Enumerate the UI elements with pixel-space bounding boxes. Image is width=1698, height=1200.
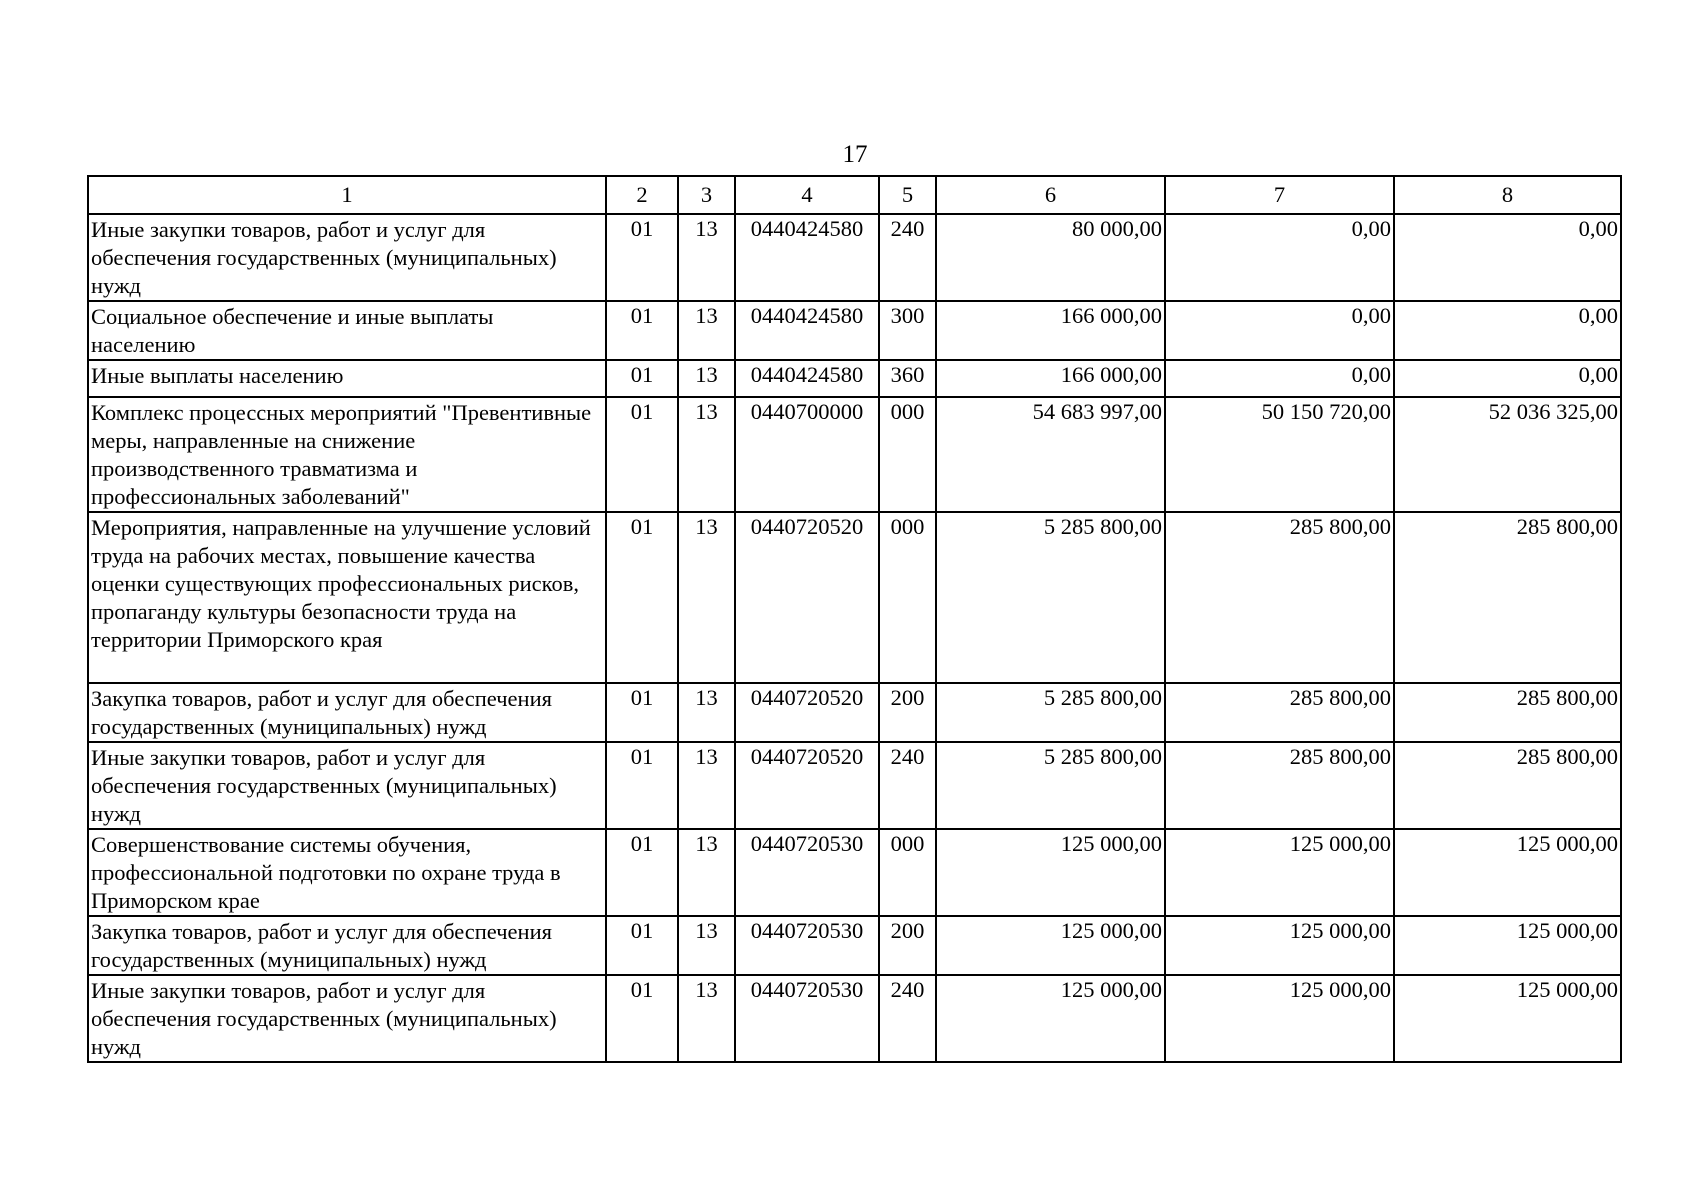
row-expense-type: 360: [879, 360, 936, 397]
table-row: [88, 742, 1621, 829]
row-target-article: 0440700000: [735, 397, 879, 512]
row-section-code: 01: [606, 916, 678, 975]
row-amount-col-8: 285 800,00: [1394, 683, 1621, 742]
row-amount-col-7: 285 800,00: [1165, 512, 1394, 683]
table-row: [88, 301, 1621, 360]
table-row: [88, 512, 1621, 683]
row-name: Иные закупки товаров, работ и услуг для обеспечения государственных (муниципальных) нужд: [88, 214, 606, 301]
row-name: Закупка товаров, работ и услуг для обеспечения государственных (муниципальных) нужд: [88, 683, 606, 742]
header-col-2: 2: [606, 176, 678, 214]
header-col-3: 3: [678, 176, 735, 214]
row-section-code: 01: [606, 829, 678, 916]
table-row: [88, 975, 1621, 1062]
row-amount-col-6: 5 285 800,00: [936, 512, 1165, 683]
row-target-article: 0440720520: [735, 742, 879, 829]
header-col-6: 6: [936, 176, 1165, 214]
row-subsection-code: 13: [678, 742, 735, 829]
row-section-code: 01: [606, 397, 678, 512]
table-row: [88, 829, 1621, 916]
row-amount-col-6: 5 285 800,00: [936, 742, 1165, 829]
row-section-code: 01: [606, 512, 678, 683]
row-name: Мероприятия, направленные на улучшение условий труда на рабочих местах, повышение качества оценки существующих профессиональных рисков, пропаганду культуры безопасности труда на территории Приморского края: [88, 512, 606, 683]
row-amount-col-7: 0,00: [1165, 360, 1394, 397]
row-expense-type: 000: [879, 397, 936, 512]
row-amount-col-6: 125 000,00: [936, 916, 1165, 975]
row-target-article: 0440720530: [735, 829, 879, 916]
row-name: Комплекс процессных мероприятий "Превентивные меры, направленные на снижение производственного травматизма и профессиональных заболеваний": [88, 397, 606, 512]
header-col-5: 5: [879, 176, 936, 214]
row-subsection-code: 13: [678, 360, 735, 397]
row-amount-col-7: 0,00: [1165, 214, 1394, 301]
table-row: [88, 214, 1621, 301]
row-section-code: 01: [606, 301, 678, 360]
row-name: Иные выплаты населению: [88, 360, 606, 397]
row-subsection-code: 13: [678, 975, 735, 1062]
row-amount-col-8: 52 036 325,00: [1394, 397, 1621, 512]
row-amount-col-8: 0,00: [1394, 301, 1621, 360]
row-target-article: 0440720520: [735, 512, 879, 683]
row-target-article: 0440720520: [735, 683, 879, 742]
row-subsection-code: 13: [678, 829, 735, 916]
row-amount-col-8: 125 000,00: [1394, 916, 1621, 975]
row-expense-type: 200: [879, 683, 936, 742]
row-amount-col-8: 0,00: [1394, 360, 1621, 397]
row-name: Иные закупки товаров, работ и услуг для обеспечения государственных (муниципальных) нужд: [88, 975, 606, 1062]
row-amount-col-7: 125 000,00: [1165, 916, 1394, 975]
row-expense-type: 240: [879, 214, 936, 301]
row-amount-col-8: 125 000,00: [1394, 975, 1621, 1062]
row-amount-col-8: 285 800,00: [1394, 742, 1621, 829]
row-subsection-code: 13: [678, 512, 735, 683]
header-col-8: 8: [1394, 176, 1621, 214]
row-expense-type: 240: [879, 742, 936, 829]
row-target-article: 0440424580: [735, 360, 879, 397]
row-amount-col-6: 125 000,00: [936, 829, 1165, 916]
header-col-1: 1: [88, 176, 606, 214]
row-expense-type: 000: [879, 512, 936, 683]
row-section-code: 01: [606, 214, 678, 301]
row-amount-col-6: 166 000,00: [936, 360, 1165, 397]
row-amount-col-6: 166 000,00: [936, 301, 1165, 360]
row-section-code: 01: [606, 683, 678, 742]
row-amount-col-7: 125 000,00: [1165, 829, 1394, 916]
row-amount-col-7: 285 800,00: [1165, 742, 1394, 829]
row-expense-type: 300: [879, 301, 936, 360]
row-name: Иные закупки товаров, работ и услуг для обеспечения государственных (муниципальных) нужд: [88, 742, 606, 829]
budget-table: [87, 175, 1622, 1063]
row-section-code: 01: [606, 975, 678, 1062]
row-amount-col-8: 125 000,00: [1394, 829, 1621, 916]
row-name: Совершенствование системы обучения, профессиональной подготовки по охране труда в Приморском крае: [88, 829, 606, 916]
row-amount-col-8: 0,00: [1394, 214, 1621, 301]
row-amount-col-7: 0,00: [1165, 301, 1394, 360]
row-amount-col-6: 5 285 800,00: [936, 683, 1165, 742]
row-subsection-code: 13: [678, 397, 735, 512]
header-row: [88, 176, 1621, 214]
row-amount-col-6: 54 683 997,00: [936, 397, 1165, 512]
row-expense-type: 240: [879, 975, 936, 1062]
table-row: [88, 360, 1621, 397]
row-amount-col-7: 125 000,00: [1165, 975, 1394, 1062]
row-amount-col-7: 285 800,00: [1165, 683, 1394, 742]
row-name: Социальное обеспечение и иные выплаты населению: [88, 301, 606, 360]
row-amount-col-6: 125 000,00: [936, 975, 1165, 1062]
row-target-article: 0440720530: [735, 975, 879, 1062]
row-section-code: 01: [606, 742, 678, 829]
row-amount-col-8: 285 800,00: [1394, 512, 1621, 683]
table-row: [88, 397, 1621, 512]
row-section-code: 01: [606, 360, 678, 397]
row-subsection-code: 13: [678, 916, 735, 975]
header-col-7: 7: [1165, 176, 1394, 214]
row-subsection-code: 13: [678, 683, 735, 742]
header-col-4: 4: [735, 176, 879, 214]
page-number: 17: [842, 141, 868, 168]
row-target-article: 0440720530: [735, 916, 879, 975]
row-subsection-code: 13: [678, 301, 735, 360]
table-row: [88, 683, 1621, 742]
row-target-article: 0440424580: [735, 214, 879, 301]
row-expense-type: 200: [879, 916, 936, 975]
row-amount-col-7: 50 150 720,00: [1165, 397, 1394, 512]
row-subsection-code: 13: [678, 214, 735, 301]
row-expense-type: 000: [879, 829, 936, 916]
row-target-article: 0440424580: [735, 301, 879, 360]
row-amount-col-6: 80 000,00: [936, 214, 1165, 301]
row-name: Закупка товаров, работ и услуг для обеспечения государственных (муниципальных) нужд: [88, 916, 606, 975]
table-row: [88, 916, 1621, 975]
